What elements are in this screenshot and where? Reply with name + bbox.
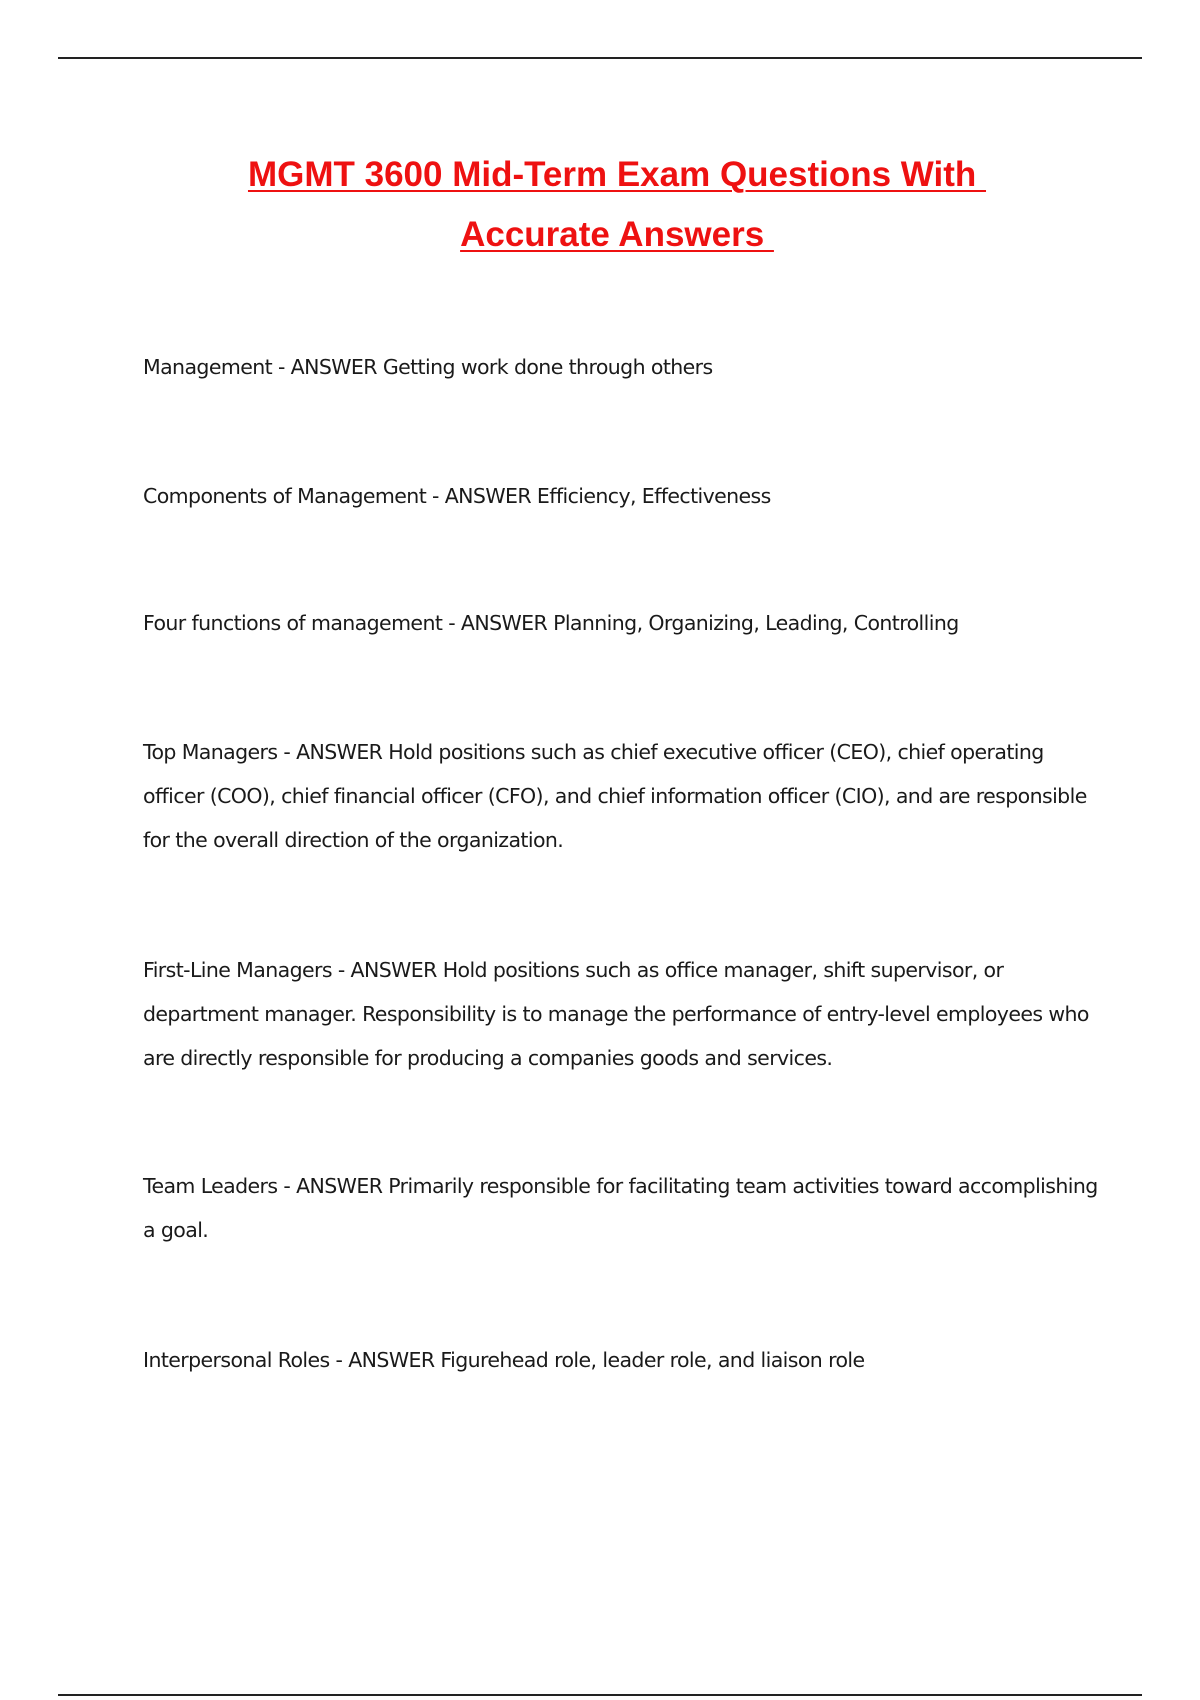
qa-item-components-of-management: Components of Management - ANSWER Efficiency, Effectiveness [143, 484, 771, 508]
qa-item-team-leaders: Team Leaders - ANSWER Primarily responsible for facilitating team activities toward accomplishing a goal. [143, 1174, 1098, 1242]
qa-item-top-managers: Top Managers - ANSWER Hold positions such as chief executive officer (CEO), chief operating officer (COO), chief financial officer (CFO), and chief information officer (CIO), and are responsible for the overall direction of the organization. [143, 740, 1087, 852]
header-rule [58, 57, 1142, 59]
qa-item-four-functions: Four functions of management - ANSWER Planning, Organizing, Leading, Controlling [143, 611, 959, 635]
title-line-1: MGMT 3600 Mid-Term Exam Questions With [247, 155, 987, 194]
footer-rule [58, 1694, 1142, 1696]
document-title [0, 145, 1200, 265]
qa-item-management: Management - ANSWER Getting work done through others [143, 355, 713, 379]
qa-item-first-line-managers: First-Line Managers - ANSWER Hold positions such as office manager, shift supervisor, or department manager. Responsibility is to manage the performance of entry-level employees who are directly responsible for producing a companies goods and services. [143, 958, 1089, 1070]
title-line-2: Accurate Answers [460, 215, 774, 254]
qa-item-interpersonal-roles: Interpersonal Roles - ANSWER Figurehead role, leader role, and liaison role [143, 1348, 865, 1372]
